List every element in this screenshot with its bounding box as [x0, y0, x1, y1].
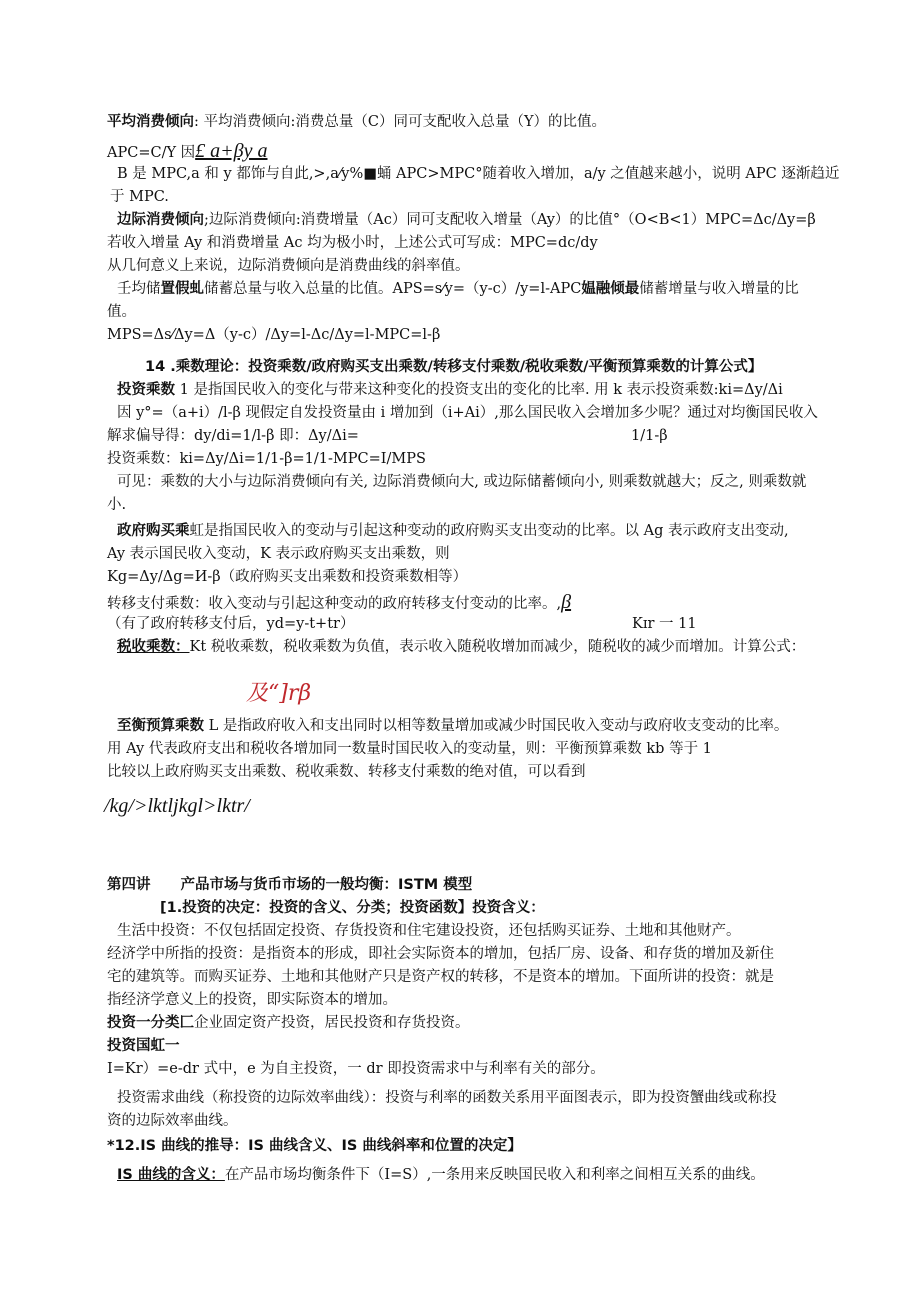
- text-line: 于 MPC.: [110, 189, 169, 205]
- formula-line: I=Kr）=e-dr 式中，e 为自主投资，一 dr 即投资需求中与利率有关的部分。: [107, 1061, 605, 1077]
- formula-fragment: £ a+βy a: [195, 140, 268, 162]
- text-line: 因 y°=（a+i）/l-β 现假定自发投资量由 i 增加到（i+Ai）,那么国民收入会增加多少呢？通过对均衡国民收入: [117, 405, 818, 421]
- text-line: 经济学中所指的投资：是指资本的形成，即社会实际资本的增加，包括厂房、设备、和存货的增加及新住: [107, 946, 774, 962]
- formula-line: MPS=Δs⁄Δy=Δ（y-c）/Δy=l-Δc/Δy=l-MPC=l-β: [107, 327, 441, 343]
- text-line: 小.: [107, 497, 127, 513]
- text-run: L 是指政府收入和支出同时以相等数量增加或减少时国民收入变动与政府收支变动的比率。: [204, 718, 789, 734]
- text-line: 值。: [107, 304, 136, 320]
- chapter-heading: [107, 875, 472, 895]
- term-heading: 政府购买乘: [117, 523, 190, 539]
- formula-line: /kg/>lktljkgl>lktr/: [104, 795, 250, 817]
- term-heading: 投资一分类匚: [107, 1015, 194, 1031]
- text-run: 虹是指国民收入的变动与引起这种变动的政府购买支出变动的比率。以 Ag 表示政府支出变动,: [189, 523, 789, 539]
- text-run: （有了政府转移支付后，yd=y-t+tr）: [107, 616, 355, 632]
- text-line: [117, 716, 788, 736]
- text-run: Kt 税收乘数，税收乘数为负值，表示收入随税收增加而减少，随税收的减少而增加。计算公式：: [189, 639, 806, 655]
- text-line: Ay 表示国民收入变动，K 表示政府购买支出乘数，则: [107, 546, 450, 562]
- section-heading: 14 .乘数理论：投资乘数/政府购买支出乘数/转移支付乘数/税收乘数/平衡预算乘数的计算公式】: [145, 359, 763, 375]
- term-heading: 媪融倾最: [581, 281, 640, 297]
- formula-fragment: 1/1-β: [631, 428, 668, 444]
- text-run: 储蓄总量与收入总量的比值。APS=s⁄y=（y-c）/y=l-APC: [204, 281, 582, 297]
- text-line: [107, 426, 867, 446]
- text-run: 解求偏导得：dy/di=1/l-β 即：Δy/Δi=: [107, 428, 359, 444]
- text-line: 可见：乘数的大小与边际消费倾向有关, 边际消费倾向大, 或边际储蓄倾向小, 则乘数就越大；反之, 则乘数就: [117, 474, 807, 490]
- text-line: 资的边际效率曲线。: [107, 1113, 238, 1129]
- text-line: [107, 112, 606, 132]
- text-line: [117, 279, 799, 299]
- term-heading: 置假虬: [160, 281, 204, 297]
- text-line: 从几何意义上来说，边际消费倾向是消费曲线的斜率值。: [107, 258, 470, 274]
- text-run: : 平均消费倾向:消费总量（C）同可支配收入总量（Y）的比值。: [194, 114, 607, 130]
- text-line: 生活中投资：不仅包括固定投资、存货投资和住宅建设投资，还包括购买证券、土地和其他财产。: [117, 923, 741, 939]
- text-run: ;边际消费倾向:消费增量（Ac）同可支配收入增量（Ay）的比值°（O<B<1）MPC=Δc/Δy=β: [204, 212, 816, 228]
- text-line: 比较以上政府购买支出乘数、税收乘数、转移支付乘数的绝对值，可以看到: [107, 764, 586, 780]
- text-line: [117, 210, 816, 230]
- term-heading: 平均消费倾向: [107, 114, 194, 130]
- section-heading: *12.IS 曲线的推导：IS 曲线含义、IS 曲线斜率和位置的决定】: [107, 1138, 522, 1154]
- formula-line: 投资乘数：ki=Δy/Δi=1/1-β=1/1-MPC=I/MPS: [107, 451, 426, 467]
- text-run: 在产品市场均衡条件下（I=S）,一条用来反映国民收入和利率之间相互关系的曲线。: [224, 1167, 765, 1183]
- text-run: 企业固定资产投资，居民投资和存货投资。: [194, 1015, 470, 1031]
- term-heading: 至衡预算乘数: [117, 718, 204, 734]
- chapter-number: 第四讲: [107, 877, 151, 893]
- text-line: [117, 637, 805, 657]
- text-line: 指经济学意义上的投资，即实际资本的增加。: [107, 992, 397, 1008]
- text-line: 宅的建筑等。而购买证券、土地和其他财产只是资产权的转移，不是资本的增加。下面所讲的投资：就是: [107, 969, 774, 985]
- text-line: [107, 614, 867, 634]
- formula-line: Kg=Δy/Δg=И-β（政府购买支出乘数和投资乘数相等）: [107, 569, 468, 585]
- text-run: 1 是指国民收入的变化与带来这种变化的投资支出的变化的比率. 用 k 表示投资乘数:ki=Δy/Δi: [175, 382, 783, 398]
- term-heading: 投资国虹一: [107, 1038, 180, 1054]
- text-run: 转移支付乘数：收入变动与引起这种变动的政府转移支付变动的比率。,: [107, 596, 562, 612]
- text-run: APC=C/Y 因: [107, 145, 196, 161]
- text-line: B 是 MPC,a 和 y 都饰与自此,>,a⁄y%■蛹 APC>MPC°随着收入增加，a/y 之值越来越小，说明 APC 逐渐趋近: [117, 166, 840, 182]
- formula-fragment: 及“]rβ: [246, 681, 312, 706]
- chapter-title: 产品市场与货币市场的一般均衡：ISTM 模型: [180, 877, 473, 893]
- text-line: [107, 592, 571, 614]
- text-line: 若收入增量 Ay 和消费增量 Ac 均为极小时，上述公式可写成：MPC=dc/dy: [107, 235, 598, 251]
- formula-fragment: β: [561, 591, 572, 613]
- term-heading: IS 曲线的含义：: [117, 1167, 225, 1183]
- section-heading: [1.投资的决定：投资的含义、分类；投资函数】投资含义：: [160, 900, 545, 916]
- text-line: [107, 1013, 470, 1033]
- text-run: 壬均储: [117, 281, 161, 297]
- text-line: [117, 380, 783, 400]
- term-heading: 边际消费倾向: [117, 212, 204, 228]
- term-heading: 税收乘数：: [117, 639, 190, 655]
- text-line: [117, 521, 789, 541]
- text-line: 用 Ay 代表政府支出和税收各增加同一数量时国民收入的变动量，则：平衡预算乘数 kb 等于 1: [107, 741, 712, 757]
- text-line: [117, 1165, 765, 1185]
- term-heading: 投资乘数: [117, 382, 175, 398]
- text-run: 储蓄增量与收入增量的比: [639, 281, 799, 297]
- formula-line: [107, 141, 267, 163]
- formula-fragment: Kɪr 一 11: [632, 616, 697, 632]
- text-line: 投资需求曲线（称投资的边际效率曲线）：投资与利率的函数关系用平面图表示，即为投资蟹曲线或称投: [117, 1090, 777, 1106]
